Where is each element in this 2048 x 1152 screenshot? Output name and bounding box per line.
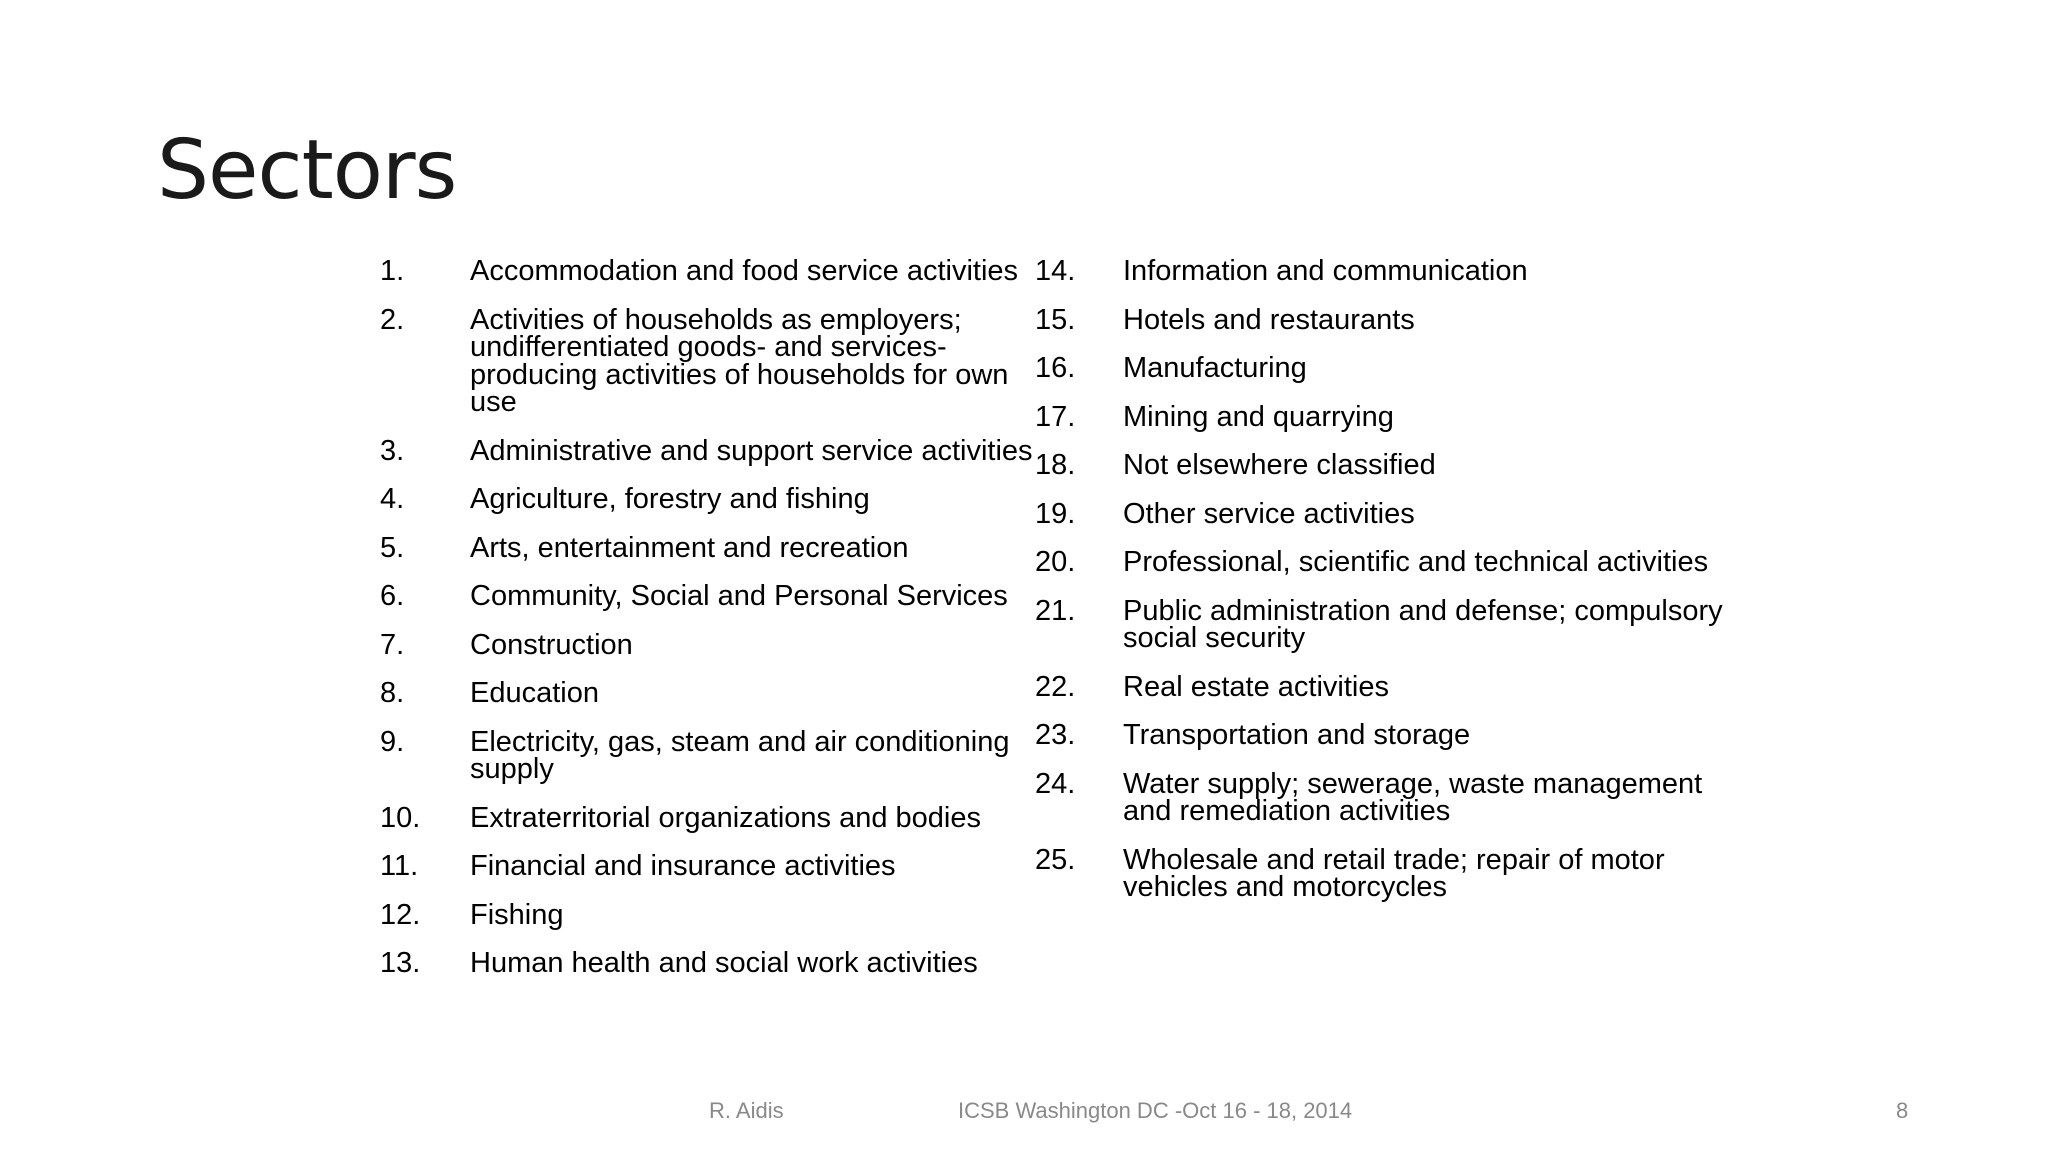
list-item xyxy=(1035,303,1735,336)
list-item-text: Public administration and defense; compulsory social security xyxy=(1123,594,1723,654)
list-item-number: 13. xyxy=(380,947,421,979)
list-item-text: Accommodation and food service activities xyxy=(470,255,1019,287)
list-item xyxy=(380,628,1040,661)
list-item-text: Information and communication xyxy=(1123,255,1528,287)
list-item-number: 2. xyxy=(380,303,405,336)
list-item-text: Financial and insurance activities xyxy=(470,850,896,882)
list-item xyxy=(380,483,1040,515)
list-item xyxy=(1035,767,1735,827)
list-item-number: 4. xyxy=(380,483,405,515)
list-item-text: Transportation and storage xyxy=(1123,719,1471,751)
list-item-number: 7. xyxy=(380,628,405,661)
list-item xyxy=(380,677,1040,709)
list-item-text: Agriculture, forestry and fishing xyxy=(470,483,870,515)
list-item-number: 25. xyxy=(1035,843,1076,876)
list-item xyxy=(380,303,1040,418)
footer-event: ICSB Washington DC -Oct 16 - 18, 2014 xyxy=(958,1098,1353,1123)
list-item-text: Arts, entertainment and recreation xyxy=(470,531,909,564)
list-item xyxy=(1035,594,1735,654)
list-item-number: 3. xyxy=(380,434,405,467)
list-item xyxy=(1035,352,1735,384)
list-item-text: Wholesale and retail trade; repair of motor vehicles and motorcycles xyxy=(1123,843,1665,903)
slide-number: 8 xyxy=(1896,1098,1909,1123)
list-item-number: 10. xyxy=(380,801,421,834)
list-item-text: Human health and social work activities xyxy=(470,947,978,979)
list-item xyxy=(1035,449,1735,481)
list-item-number: 15. xyxy=(1035,303,1076,336)
sector-list-right xyxy=(1035,255,1735,923)
list-item-number: 23. xyxy=(1035,719,1076,751)
list-item-number: 6. xyxy=(380,580,405,612)
slide-title: Sectors xyxy=(157,123,457,218)
footer-author: R. Aidis xyxy=(709,1098,784,1123)
list-item-text: Manufacturing xyxy=(1123,352,1307,384)
list-item-number: 1. xyxy=(380,255,405,287)
list-item xyxy=(380,725,1040,785)
list-item xyxy=(380,580,1040,612)
list-item-number: 14. xyxy=(1035,255,1076,287)
list-item-text: Education xyxy=(470,677,599,709)
list-item-number: 21. xyxy=(1035,594,1076,627)
list-item xyxy=(380,531,1040,564)
list-item-text: Mining and quarrying xyxy=(1123,400,1394,433)
list-item-text: Administrative and support service activities xyxy=(470,434,1033,467)
list-item-number: 5. xyxy=(380,531,405,564)
list-item-number: 24. xyxy=(1035,767,1076,800)
list-item-text: Fishing xyxy=(470,898,564,931)
list-item-number: 17. xyxy=(1035,400,1076,433)
list-item-text: Hotels and restaurants xyxy=(1123,303,1415,336)
list-item-number: 8. xyxy=(380,677,405,709)
list-item-number: 11. xyxy=(380,850,419,882)
list-item-number: 22. xyxy=(1035,670,1076,703)
sector-list-left xyxy=(380,255,1040,999)
list-item xyxy=(380,850,1040,882)
list-item-number: 12. xyxy=(380,898,421,931)
list-item-text: Extraterritorial organizations and bodies xyxy=(470,801,981,834)
list-item xyxy=(1035,255,1735,287)
list-item xyxy=(380,898,1040,931)
list-item xyxy=(1035,670,1735,703)
list-item xyxy=(380,434,1040,467)
list-item-text: Community, Social and Personal Services xyxy=(470,580,1008,612)
list-item-text: Professional, scientific and technical activities xyxy=(1123,546,1709,578)
list-item-text: Water supply; sewerage, waste management and remediation activities xyxy=(1123,767,1703,827)
list-item xyxy=(1035,719,1735,751)
list-item-text: Construction xyxy=(470,628,633,661)
list-item-text: Not elsewhere classified xyxy=(1123,449,1436,481)
list-item xyxy=(1035,497,1735,530)
list-item xyxy=(1035,546,1735,578)
list-item xyxy=(380,255,1040,287)
list-item-text: Activities of households as employers; undifferentiated goods- and services-producing activities of households for own use xyxy=(470,303,1009,418)
list-item-number: 19. xyxy=(1035,497,1076,530)
list-item-number: 16. xyxy=(1035,352,1076,384)
list-item xyxy=(380,947,1040,979)
list-item-text: Electricity, gas, steam and air conditioning supply xyxy=(470,725,1010,785)
list-item-number: 20. xyxy=(1035,546,1076,578)
list-item-text: Other service activities xyxy=(1123,497,1415,530)
list-item-number: 18. xyxy=(1035,449,1076,481)
list-item-number: 9. xyxy=(380,725,405,758)
list-item xyxy=(1035,843,1735,903)
list-item xyxy=(1035,400,1735,433)
list-item xyxy=(380,801,1040,834)
list-item-text: Real estate activities xyxy=(1123,670,1389,703)
